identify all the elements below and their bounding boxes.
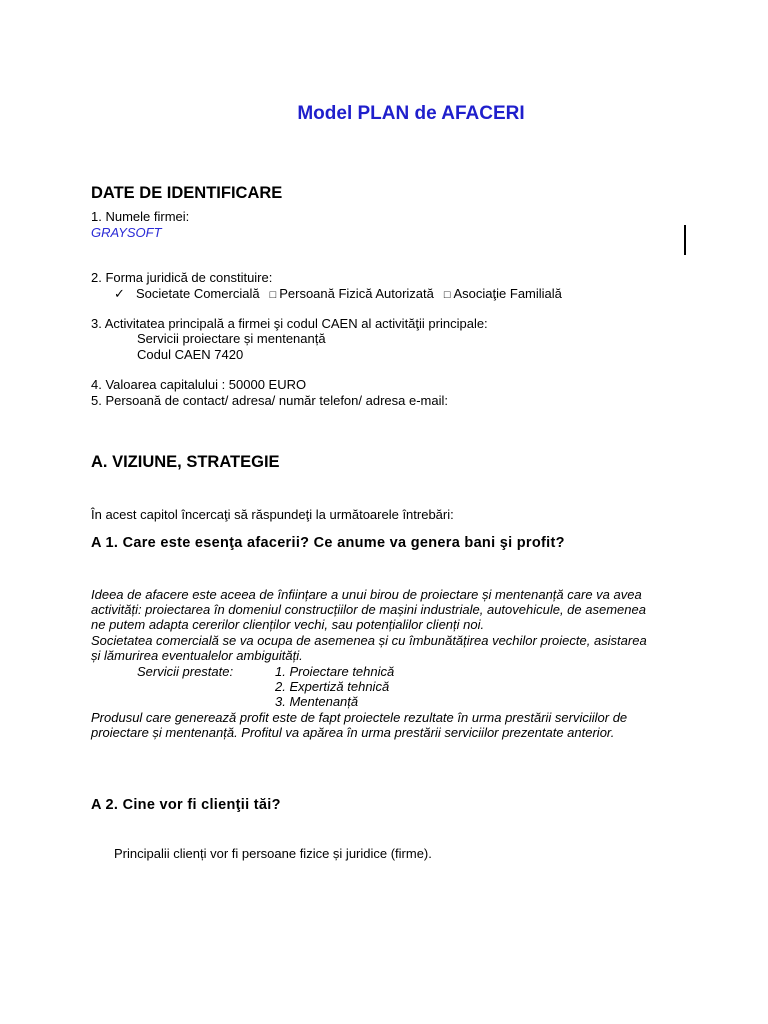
a2-heading: A 2. Cine vor fi clienţii tăi? xyxy=(91,797,281,813)
a1-paragraph-line: ne putem adapta cererilor clienților vechi, sau potențialilor clienți noi. xyxy=(91,617,485,632)
a1-paragraph-line: Societatea comercială se va ocupa de asemenea și cu îmbunătățirea vechilor proiecte, asistarea xyxy=(91,633,647,648)
caen-code: Codul CAEN 7420 xyxy=(137,347,244,362)
a2-paragraph: Principalii clienți vor fi persoane fizice și juridice (firme). xyxy=(114,846,432,861)
company-name-label: 1. Numele firmei: xyxy=(91,209,190,224)
company-name-value: GRAYSOFT xyxy=(91,225,162,240)
a1-paragraph-line: și lămurirea eventualelor ambiguități. xyxy=(91,648,303,663)
legal-form-option[interactable]: Asociaţie Familială xyxy=(453,286,562,301)
a1-heading: A 1. Care este esenţa afacerii? Ce anume va genera bani şi profit? xyxy=(91,535,565,551)
a1-closing-line: proiectare și mentenanță. Profitul va apărea în urma prestării serviciilor prezentate anterior. xyxy=(91,725,615,740)
legal-form-options xyxy=(114,286,562,302)
document-title: Model PLAN de AFACERI xyxy=(297,103,525,124)
a1-paragraph-line: activități: proiectarea în domeniul construcțiilor de mașini industriale, autovehicule, de asemenea xyxy=(91,602,646,617)
check-icon: ✓ xyxy=(114,286,125,301)
legal-form-label: 2. Forma juridică de constituire: xyxy=(91,270,273,285)
service-item: 3. Mentenanță xyxy=(275,694,359,709)
a1-paragraph-line: Ideea de afacere este aceea de înființare a unui birou de proiectare și mentenanță care va avea xyxy=(91,587,642,602)
empty-checkbox-icon[interactable]: □ xyxy=(443,289,451,301)
a1-closing-line: Produsul care generează profit este de fapt proiectele rezultate în urma prestării serviciilor de xyxy=(91,710,628,725)
text-cursor xyxy=(684,225,686,255)
empty-checkbox-icon[interactable]: □ xyxy=(269,289,277,301)
legal-form-option[interactable]: Societate Comercială xyxy=(136,286,260,301)
section-a-intro: În acest capitol încercaţi să răspundeţi la următoarele întrebări: xyxy=(91,507,454,522)
capital-value: 4. Valoarea capitalului : 50000 EURO xyxy=(91,377,307,392)
section-a-heading: A. VIZIUNE, STRATEGIE xyxy=(91,453,280,471)
identification-heading: DATE DE IDENTIFICARE xyxy=(91,184,283,202)
legal-form-option[interactable]: Persoană Fizică Autorizată xyxy=(279,286,434,301)
service-item: 2. Expertiză tehnică xyxy=(275,679,390,694)
contact-label: 5. Persoană de contact/ adresa/ număr telefon/ adresa e-mail: xyxy=(91,393,448,408)
activity-label: 3. Activitatea principală a firmei şi codul CAEN al activităţii principale: xyxy=(91,316,488,331)
service-item: 1. Proiectare tehnică xyxy=(275,664,395,679)
activity-value: Servicii proiectare și mentenanță xyxy=(137,331,326,346)
services-label: Servicii prestate: xyxy=(137,664,234,679)
